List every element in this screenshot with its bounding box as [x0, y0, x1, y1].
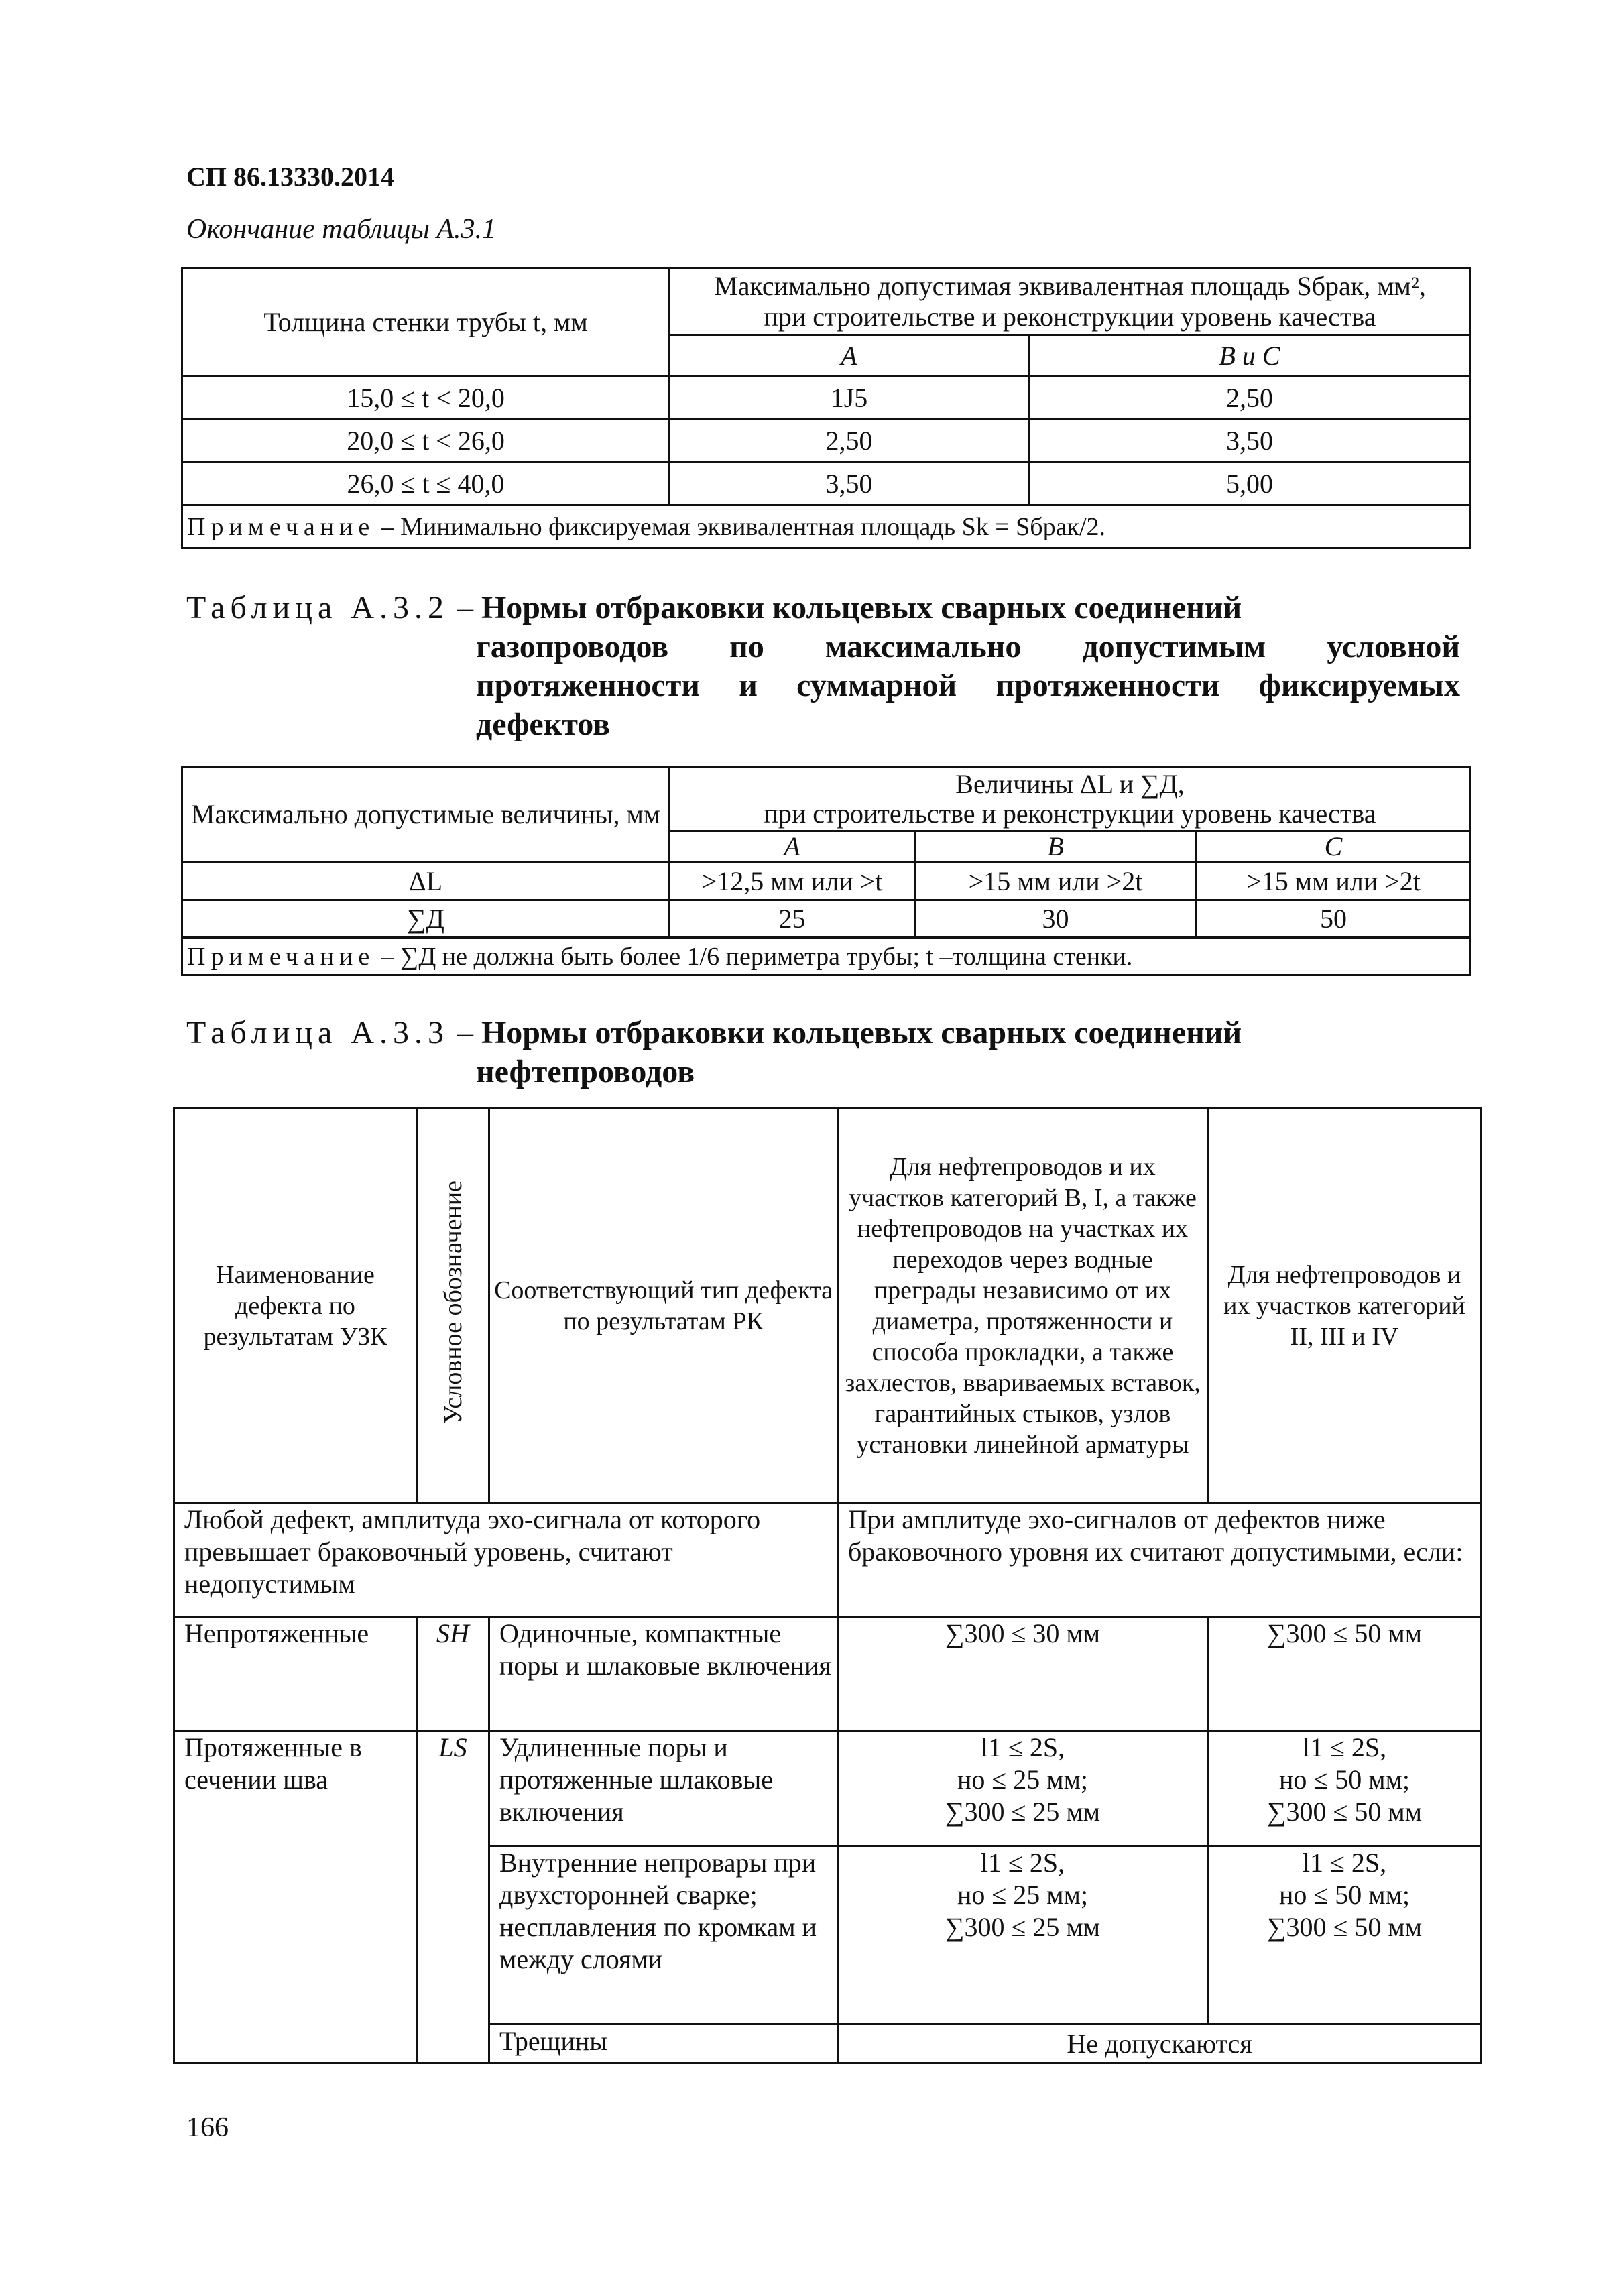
cell-a: >12,5 мм или >t	[670, 863, 915, 900]
header-level-a: А	[670, 831, 915, 863]
cell-not-allowed: Не допускаются	[838, 2025, 1482, 2063]
header-code: Условное обозначение	[417, 1109, 489, 1503]
cell-name: ΔL	[182, 863, 670, 900]
table-row	[174, 1731, 1482, 1846]
cell-rk-type: Трещины	[489, 2025, 838, 2063]
header-max-values: Максимально допустимые величины, мм	[182, 767, 670, 863]
table-a33	[173, 1107, 1482, 2064]
table-row	[182, 420, 1471, 463]
cell-category-1: l1 ≤ 2S, но ≤ 25 мм; ∑300 ≤ 25 мм	[838, 1846, 1208, 2025]
cell-b: >15 мм или >2t	[915, 863, 1197, 900]
cell-range: 20,0 ≤ t < 26,0	[182, 420, 670, 463]
table-row	[182, 863, 1471, 900]
cell-bc: 3,50	[1029, 420, 1471, 463]
document-code: СП 86.13330.2014	[186, 162, 394, 192]
header-level-b: В	[915, 831, 1197, 863]
table-row	[174, 1617, 1482, 1731]
cell-a: 25	[670, 900, 915, 938]
table-a32	[181, 766, 1471, 976]
rule-acceptable: При амплитуде эхо-сигналов от дефектов ниже браковочного уровня их считают допустимыми, если:	[838, 1503, 1482, 1617]
header-category-2: Для нефтепроводов и их участков категорий II, III и IV	[1208, 1109, 1482, 1503]
table-note: Примечание – ∑Д не должна быть более 1/6 периметра трубы; t –толщина стенки.	[182, 938, 1471, 975]
cell-range: 15,0 ≤ t < 20,0	[182, 377, 670, 420]
cell-c: >15 мм или >2t	[1197, 863, 1471, 900]
cell-bc: 2,50	[1029, 377, 1471, 420]
cell-c: 50	[1197, 900, 1471, 938]
cell-bc: 5,00	[1029, 463, 1471, 505]
page-number: 166	[186, 2112, 229, 2143]
cell-b: 30	[915, 900, 1197, 938]
cell-a: 2,50	[670, 420, 1029, 463]
table-continuation-label: Окончание таблицы А.3.1	[186, 214, 497, 245]
cell-range: 26,0 ≤ t ≤ 40,0	[182, 463, 670, 505]
header-thickness: Толщина стенки трубы t, мм	[182, 268, 670, 377]
rule-unacceptable: Любой дефект, амплитуда эхо-сигнала от которого превышает браковочный уровень, считают недопустимым	[174, 1503, 838, 1617]
header-category-1: Для нефтепроводов и их участков категорий В, I, а также нефтепроводов на участках их переходов через водные преграды независимо от их диаметра, протяженности и способа прокладки, а также захлестов, ввариваемых вставок, гарантийных стыков, узлов установки линейной арматуры	[838, 1109, 1208, 1503]
header-level-a: А	[670, 335, 1029, 377]
header-defect-name: Наименование дефекта по результатам УЗК	[174, 1109, 417, 1503]
cell-rk-type: Удлиненные поры и протяженные шлаковые включения	[489, 1731, 838, 1846]
cell-name: ∑Д	[182, 900, 670, 938]
cell-defect-name: Непротяженные	[174, 1617, 417, 1731]
header-level-bc: В и С	[1029, 335, 1471, 377]
table-note: Примечание – Минимально фиксируемая эквивалентная площадь Sk = Sбрак/2.	[182, 505, 1471, 548]
cell-code: LS	[417, 1731, 489, 2063]
cell-rk-type: Одиночные, компактные поры и шлаковые включения	[489, 1617, 838, 1731]
table-a32-caption-continued: газопроводов по максимально допустимым условной протяженности и суммарной протяженности фиксируемых дефектов	[476, 629, 1460, 742]
cell-defect-name: Протяженные в сечении шва	[174, 1731, 417, 2063]
cell-code: SH	[417, 1617, 489, 1731]
header-level-c: С	[1197, 831, 1471, 863]
table-row	[182, 377, 1471, 420]
table-row	[182, 900, 1471, 938]
header-rk-type: Соответствующий тип дефекта по результатам РК	[489, 1109, 838, 1503]
table-a31	[181, 267, 1471, 549]
header-area: Максимально допустимая эквивалентная площадь Sбрак, мм², при строительстве и реконструкции уровень качества	[670, 268, 1471, 335]
header-values: Величины ΔL и ∑Д, при строительстве и реконструкции уровень качества	[670, 767, 1471, 831]
table-row	[182, 463, 1471, 505]
cell-category-2: ∑300 ≤ 50 мм	[1208, 1617, 1482, 1731]
table-a32-caption: Таблица А.3.2 – Нормы отбраковки кольцевых сварных соединений	[186, 590, 1242, 625]
table-a33-caption-continued: нефтепроводов	[476, 1054, 695, 1089]
cell-category-2: l1 ≤ 2S, но ≤ 50 мм; ∑300 ≤ 50 мм	[1208, 1846, 1482, 2025]
cell-category-1: ∑300 ≤ 30 мм	[838, 1617, 1208, 1731]
cell-rk-type: Внутренние непровары при двухсторонней сварке; несплавления по кромкам и между слоями	[489, 1846, 838, 2025]
table-a33-caption: Таблица А.3.3 – Нормы отбраковки кольцевых сварных соединений	[186, 1015, 1242, 1050]
cell-category-2: l1 ≤ 2S, но ≤ 50 мм; ∑300 ≤ 50 мм	[1208, 1731, 1482, 1846]
cell-category-1: l1 ≤ 2S, но ≤ 25 мм; ∑300 ≤ 25 мм	[838, 1731, 1208, 1846]
cell-a: 3,50	[670, 463, 1029, 505]
cell-a: 1J5	[670, 377, 1029, 420]
